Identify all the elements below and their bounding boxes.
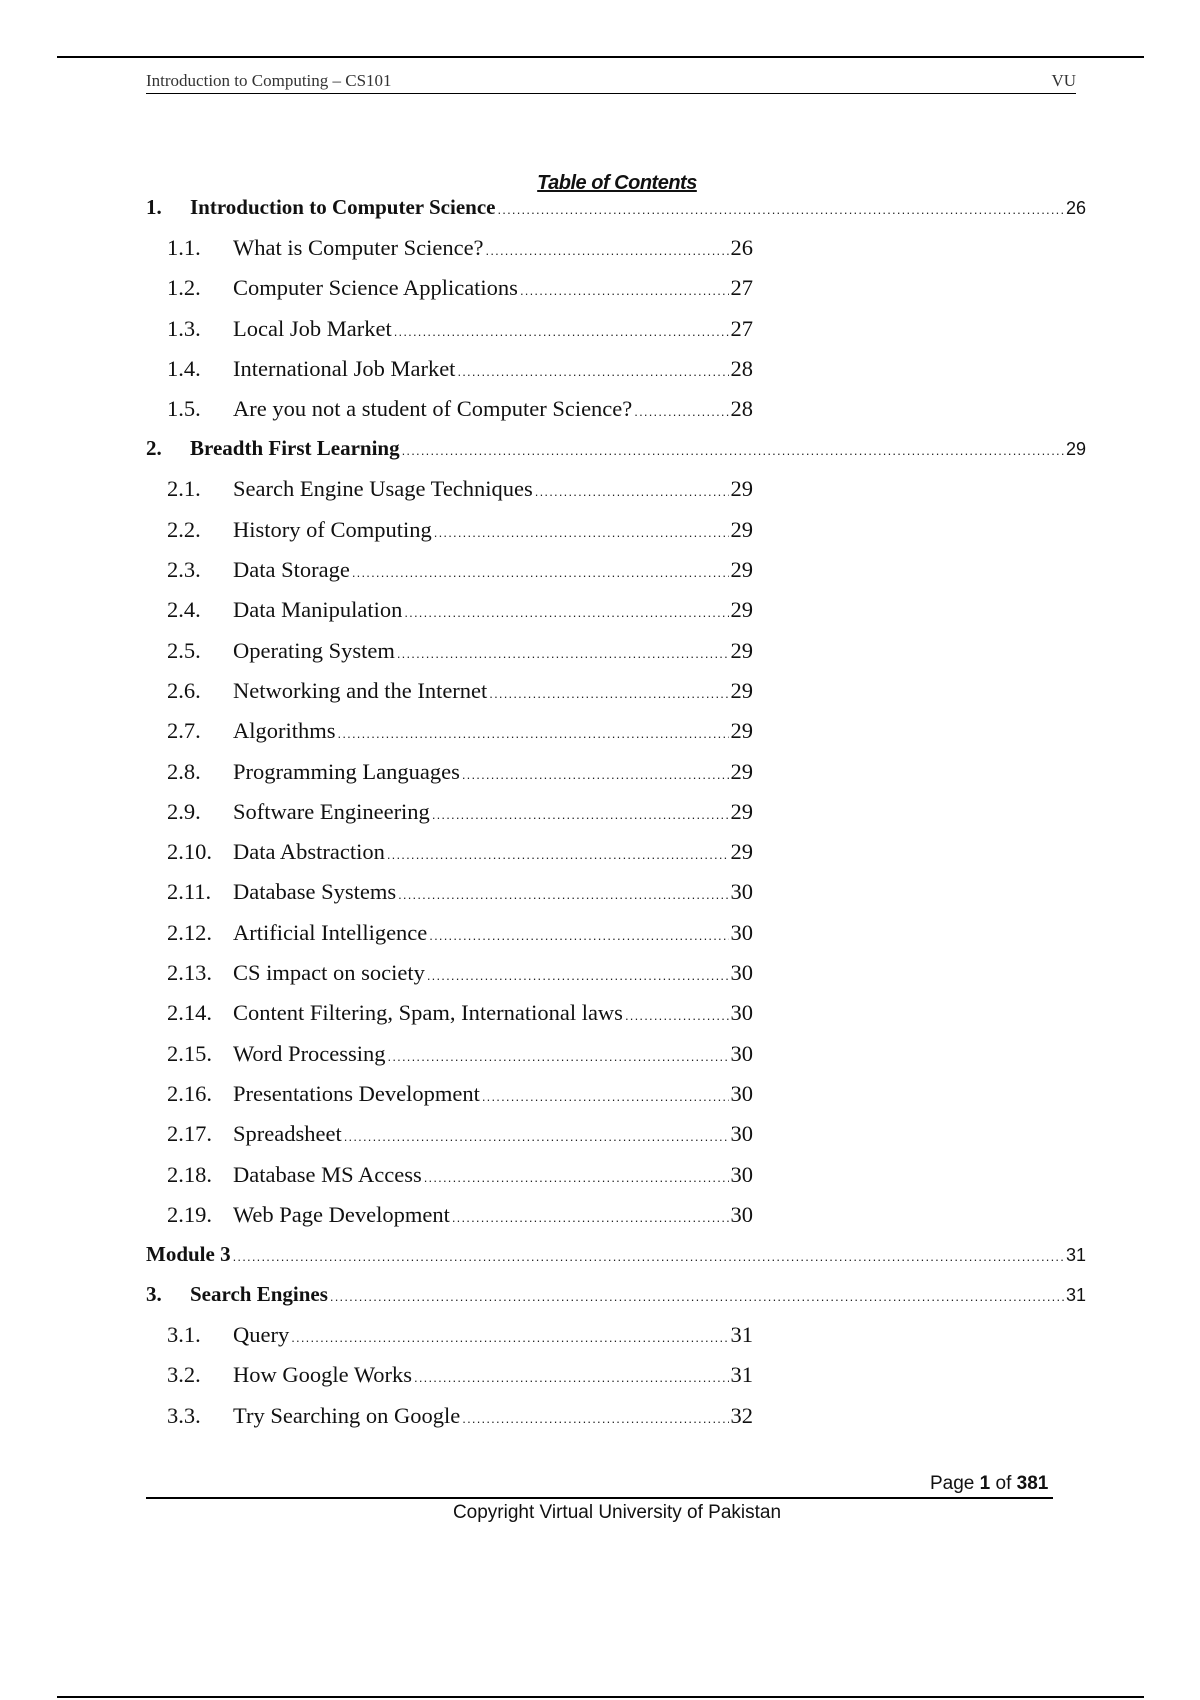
toc-entry[interactable] [146, 1121, 753, 1161]
toc-entry[interactable] [146, 638, 753, 678]
dot-leader [625, 1008, 729, 1023]
toc-entry-label: History of Computing [233, 516, 432, 542]
toc-entry-page: 32 [730, 1402, 753, 1428]
dot-leader [414, 1370, 728, 1385]
dot-leader [427, 968, 729, 983]
toc-entry-page: 31 [1065, 1285, 1086, 1306]
page-prefix: Page [930, 1473, 975, 1494]
page-total: 381 [1016, 1473, 1049, 1494]
toc-entry[interactable] [146, 1000, 753, 1040]
toc-entry[interactable] [146, 920, 753, 960]
toc-entry-label: What is Computer Science? [233, 235, 484, 260]
toc-entry-number: 2.9. [167, 798, 201, 824]
toc-title: Table of Contents [537, 172, 697, 194]
toc-entry-number: 3. [146, 1282, 162, 1307]
toc-entry-page: 30 [730, 1201, 753, 1227]
dot-leader [424, 1170, 729, 1185]
toc-entry-number: 2.5. [167, 637, 201, 663]
dot-leader [291, 1330, 728, 1345]
toc-entry-label: Try Searching on Google [233, 1402, 461, 1428]
dot-leader [402, 443, 1064, 458]
toc-entry-label: Spreadsheet [233, 1121, 342, 1147]
toc-entry[interactable] [146, 1081, 753, 1121]
dot-leader [388, 1049, 729, 1064]
toc-entry[interactable] [146, 476, 753, 516]
toc-entry-label: Data Abstraction [233, 839, 385, 865]
dot-leader [452, 1210, 729, 1225]
toc-entry[interactable] [146, 1282, 1086, 1322]
toc-entry-number: 1.5. [167, 396, 201, 422]
toc-entry-label: Content Filtering, Spam, International laws [233, 1000, 623, 1026]
toc-entry-label: Web Page Development [233, 1201, 450, 1227]
dot-leader [434, 525, 729, 540]
dot-leader [344, 1129, 729, 1144]
bottom-page-rule [57, 1696, 1144, 1698]
toc-entry-number: 3.3. [167, 1402, 201, 1428]
toc-entry-page: 31 [730, 1322, 753, 1348]
toc-entry-label: How Google Works [233, 1362, 413, 1388]
toc-entry[interactable] [146, 960, 753, 1000]
toc-entry-label: Module 3 [146, 1242, 231, 1267]
dot-leader [634, 404, 728, 419]
toc-entry-number: 2.19. [167, 1201, 212, 1227]
toc-entry-page: 29 [1065, 439, 1086, 460]
dot-leader [398, 887, 728, 902]
toc-entry[interactable] [146, 1362, 753, 1402]
toc-entry[interactable] [146, 1322, 753, 1362]
dot-leader [535, 484, 729, 499]
toc-entry-number: 2.18. [167, 1161, 212, 1187]
dot-leader [429, 928, 728, 943]
toc-entry-number: 1.2. [167, 275, 201, 301]
toc-entry-page: 30 [730, 1040, 753, 1066]
dot-leader [352, 565, 729, 580]
toc-entry-label: Algorithms [233, 718, 336, 744]
dot-leader [394, 324, 729, 339]
dot-leader [432, 807, 729, 822]
toc-entry[interactable] [146, 1162, 753, 1202]
dot-leader [462, 767, 729, 782]
toc-entry-label: Artificial Intelligence [233, 919, 428, 945]
toc-entry[interactable] [146, 1403, 753, 1443]
toc-entry-page: 30 [730, 919, 753, 945]
toc-entry-page: 30 [730, 1161, 753, 1187]
toc-entry-number: 2.17. [167, 1121, 212, 1147]
toc-entry-number: 2.16. [167, 1080, 212, 1106]
toc-entry-number: 2.13. [167, 960, 212, 986]
toc-entry-page: 30 [730, 1080, 753, 1106]
toc-entry-page: 29 [730, 516, 753, 542]
toc-entry-label: Database MS Access [233, 1161, 422, 1187]
toc-entry-number: 2.12. [167, 919, 212, 945]
dot-leader [330, 1289, 1064, 1304]
dot-leader [462, 1411, 728, 1426]
toc-entry[interactable] [146, 839, 753, 879]
toc-entry-number: 2. [146, 436, 162, 461]
toc-entry-label: CS impact on society [233, 960, 425, 986]
dot-leader [397, 646, 729, 661]
toc-entry[interactable] [146, 879, 753, 919]
toc-entry-page: 29 [730, 718, 753, 744]
toc-entry-page: 29 [730, 839, 753, 865]
toc-entry-number: 2.7. [167, 718, 201, 744]
toc-entry[interactable] [146, 678, 753, 718]
toc-entry-page: 27 [730, 275, 753, 301]
toc-entry-number: 1. [146, 195, 162, 219]
toc-entry[interactable] [146, 436, 1086, 476]
toc-entry[interactable] [146, 517, 753, 557]
toc-entry-number: 1.4. [167, 355, 201, 381]
course-title: Introduction to Computing – CS101 [146, 71, 392, 90]
toc-entry-number: 2.3. [167, 557, 201, 583]
toc-entry-label: Presentations Development [233, 1080, 480, 1106]
toc-entry-page: 30 [730, 879, 753, 905]
table-of-contents [146, 195, 1166, 1443]
toc-entry-label: International Job Market [233, 355, 456, 381]
toc-entry-label: Networking and the Internet [233, 677, 488, 703]
dot-leader [520, 283, 729, 298]
toc-entry[interactable] [146, 597, 753, 637]
toc-entry-label: Search Engines [190, 1282, 328, 1307]
toc-entry[interactable] [146, 759, 753, 799]
toc-entry-page: 30 [730, 960, 753, 986]
toc-entry-label: Software Engineering [233, 798, 430, 824]
toc-entry-label: Local Job Market [233, 315, 392, 341]
toc-entry-number: 2.4. [167, 597, 201, 623]
toc-entry-label: Word Processing [233, 1040, 386, 1066]
footer-rule [146, 1497, 1053, 1499]
toc-entry[interactable] [146, 718, 753, 758]
toc-entry-page: 29 [730, 597, 753, 623]
dot-leader [387, 847, 729, 862]
toc-entry-page: 27 [730, 315, 753, 341]
toc-entry-page: 29 [730, 557, 753, 583]
dot-leader [497, 202, 1064, 217]
dot-leader [404, 605, 728, 620]
toc-entry-page: 29 [730, 798, 753, 824]
toc-entry-number: 2.6. [167, 677, 201, 703]
page-number [930, 1473, 1048, 1495]
toc-entry[interactable] [146, 235, 753, 275]
toc-entry[interactable] [146, 799, 753, 839]
toc-entry-label: Data Storage [233, 557, 350, 583]
toc-entry-number: 1.3. [167, 315, 201, 341]
toc-entry[interactable] [146, 1242, 1086, 1282]
toc-entry-page: 31 [730, 1362, 753, 1388]
copyright-notice: Copyright Virtual University of Pakistan [452, 1502, 782, 1523]
toc-entry-label: Search Engine Usage Techniques [233, 476, 533, 502]
toc-entry[interactable] [146, 356, 753, 396]
toc-entry-page: 28 [730, 396, 753, 422]
toc-entry[interactable] [146, 396, 753, 436]
toc-entry[interactable] [146, 275, 753, 315]
page-current: 1 [979, 1473, 991, 1494]
toc-entry-page: 29 [730, 758, 753, 784]
toc-entry[interactable] [146, 557, 753, 597]
toc-entry[interactable] [146, 316, 753, 356]
institution-abbrev: VU [1051, 71, 1076, 90]
toc-entry-number: 3.1. [167, 1322, 201, 1348]
toc-entry[interactable] [146, 1202, 753, 1242]
toc-entry-label: Introduction to Computer Science [190, 195, 496, 219]
toc-entry-page: 30 [730, 1000, 753, 1026]
dot-leader [489, 686, 728, 701]
toc-entry-number: 2.10. [167, 839, 212, 865]
toc-entry-page: 28 [730, 355, 753, 381]
toc-entry-number: 2.8. [167, 758, 201, 784]
toc-entry-label: Query [233, 1322, 290, 1348]
toc-entry-page: 26 [730, 235, 753, 260]
dot-leader [338, 726, 729, 741]
page-of: of [995, 1473, 1012, 1494]
toc-entry-number: 2.15. [167, 1040, 212, 1066]
toc-entry-label: Are you not a student of Computer Science? [233, 396, 633, 422]
top-page-rule [57, 56, 1144, 58]
toc-entry-label: Database Systems [233, 879, 397, 905]
dot-leader [233, 1249, 1064, 1264]
toc-entry-number: 1.1. [167, 235, 201, 260]
toc-entry[interactable] [146, 1041, 753, 1081]
toc-entry-page: 29 [730, 476, 753, 502]
toc-entry-page: 26 [1065, 198, 1086, 218]
toc-entry-number: 2.2. [167, 516, 201, 542]
dot-leader [482, 1089, 729, 1104]
running-header [146, 70, 1076, 94]
toc-entry-number: 3.2. [167, 1362, 201, 1388]
dot-leader [457, 364, 728, 379]
dot-leader [486, 243, 729, 258]
toc-entry-label: Data Manipulation [233, 597, 403, 623]
toc-entry-page: 29 [730, 677, 753, 703]
toc-entry-label: Operating System [233, 637, 395, 663]
toc-entry-label: Computer Science Applications [233, 275, 518, 301]
toc-entry-number: 2.1. [167, 476, 201, 502]
toc-entry-page: 30 [730, 1121, 753, 1147]
toc-entry-number: 2.11. [167, 879, 212, 905]
toc-entry-number: 2.14. [167, 1000, 212, 1026]
toc-entry-label: Programming Languages [233, 758, 460, 784]
toc-entry-label: Breadth First Learning [190, 436, 400, 461]
toc-entry-page: 31 [1065, 1245, 1086, 1266]
toc-entry-page: 29 [730, 637, 753, 663]
toc-entry[interactable] [146, 195, 1086, 235]
